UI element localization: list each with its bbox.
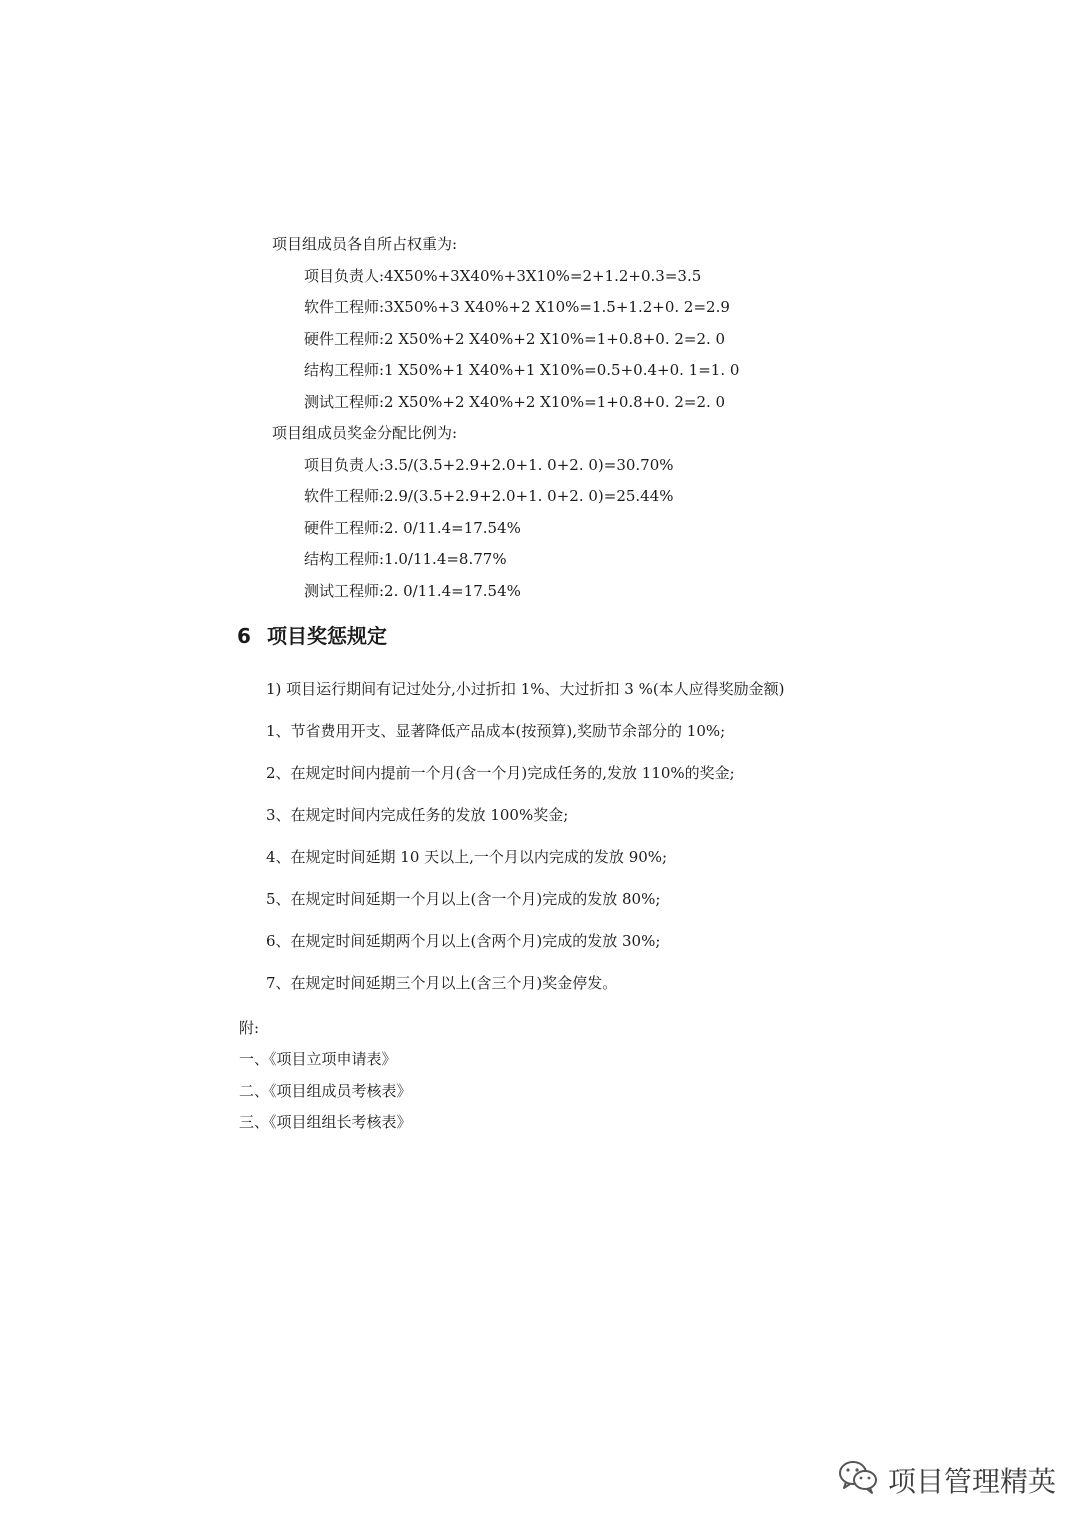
rule-item-penalty: 1) 项目运行期间有记过处分,小过折扣 1%、大过折扣 3 %(本人应得奖励金额): [266, 680, 785, 698]
rule-item-5: 5、在规定时间延期一个月以上(含一个月)完成的发放 80%;: [266, 890, 661, 908]
appendix-item-1: 一、《项目立项申请表》: [239, 1050, 397, 1068]
section-heading: [237, 623, 387, 649]
weights-item-structure: 结构工程师:1 X50%+1 X40%+1 X10%=0.5+0.4+0. 1=1. 0: [304, 361, 740, 379]
watermark-text: 项目管理精英: [888, 1465, 1057, 1498]
rule-item-1: 1、节省费用开支、显著降低产品成本(按预算),奖励节余部分的 10%;: [266, 722, 726, 740]
bonus-item-structure: 结构工程师:1.0/11.4=8.77%: [304, 550, 507, 568]
weights-item-leader: 项目负责人:4X50%+3X40%+3X10%=2+1.2+0.3=3.5: [304, 267, 702, 285]
wechat-icon: [838, 1459, 878, 1502]
bonus-item-software: 软件工程师:2.9/(3.5+2.9+2.0+1. 0+2. 0)=25.44%: [304, 487, 674, 505]
appendix-label: 附:: [239, 1019, 260, 1037]
weights-item-hardware: 硬件工程师:2 X50%+2 X40%+2 X10%=1+0.8+0. 2=2. 0: [304, 330, 726, 348]
weights-item-test: 测试工程师:2 X50%+2 X40%+2 X10%=1+0.8+0. 2=2. 0: [304, 393, 726, 411]
appendix-item-2: 二、《项目组成员考核表》: [239, 1082, 412, 1100]
section-title: 项目奖惩规定: [267, 624, 387, 648]
rule-item-6: 6、在规定时间延期两个月以上(含两个月)完成的发放 30%;: [266, 932, 661, 950]
appendix-item-3: 三、《项目组组长考核表》: [239, 1113, 412, 1131]
bonus-item-test: 测试工程师:2. 0/11.4=17.54%: [304, 582, 521, 600]
weights-item-software: 软件工程师:3X50%+3 X40%+2 X10%=1.5+1.2+0. 2=2.9: [304, 298, 730, 316]
rule-item-7: 7、在规定时间延期三个月以上(含三个月)奖金停发。: [266, 974, 618, 992]
weights-title: 项目组成员各自所占权重为:: [272, 235, 458, 253]
rule-item-2: 2、在规定时间内提前一个月(含一个月)完成任务的,发放 110%的奖金;: [266, 764, 735, 782]
bonus-item-leader: 项目负责人:3.5/(3.5+2.9+2.0+1. 0+2. 0)=30.70%: [304, 456, 674, 474]
watermark: [838, 1458, 1056, 1502]
bonus-item-hardware: 硬件工程师:2. 0/11.4=17.54%: [304, 519, 521, 537]
rule-item-4: 4、在规定时间延期 10 天以上,一个月以内完成的发放 90%;: [266, 848, 668, 866]
section-number: 6: [237, 624, 251, 648]
bonus-title: 项目组成员奖金分配比例为:: [272, 424, 458, 442]
rule-item-3: 3、在规定时间内完成任务的发放 100%奖金;: [266, 806, 569, 824]
